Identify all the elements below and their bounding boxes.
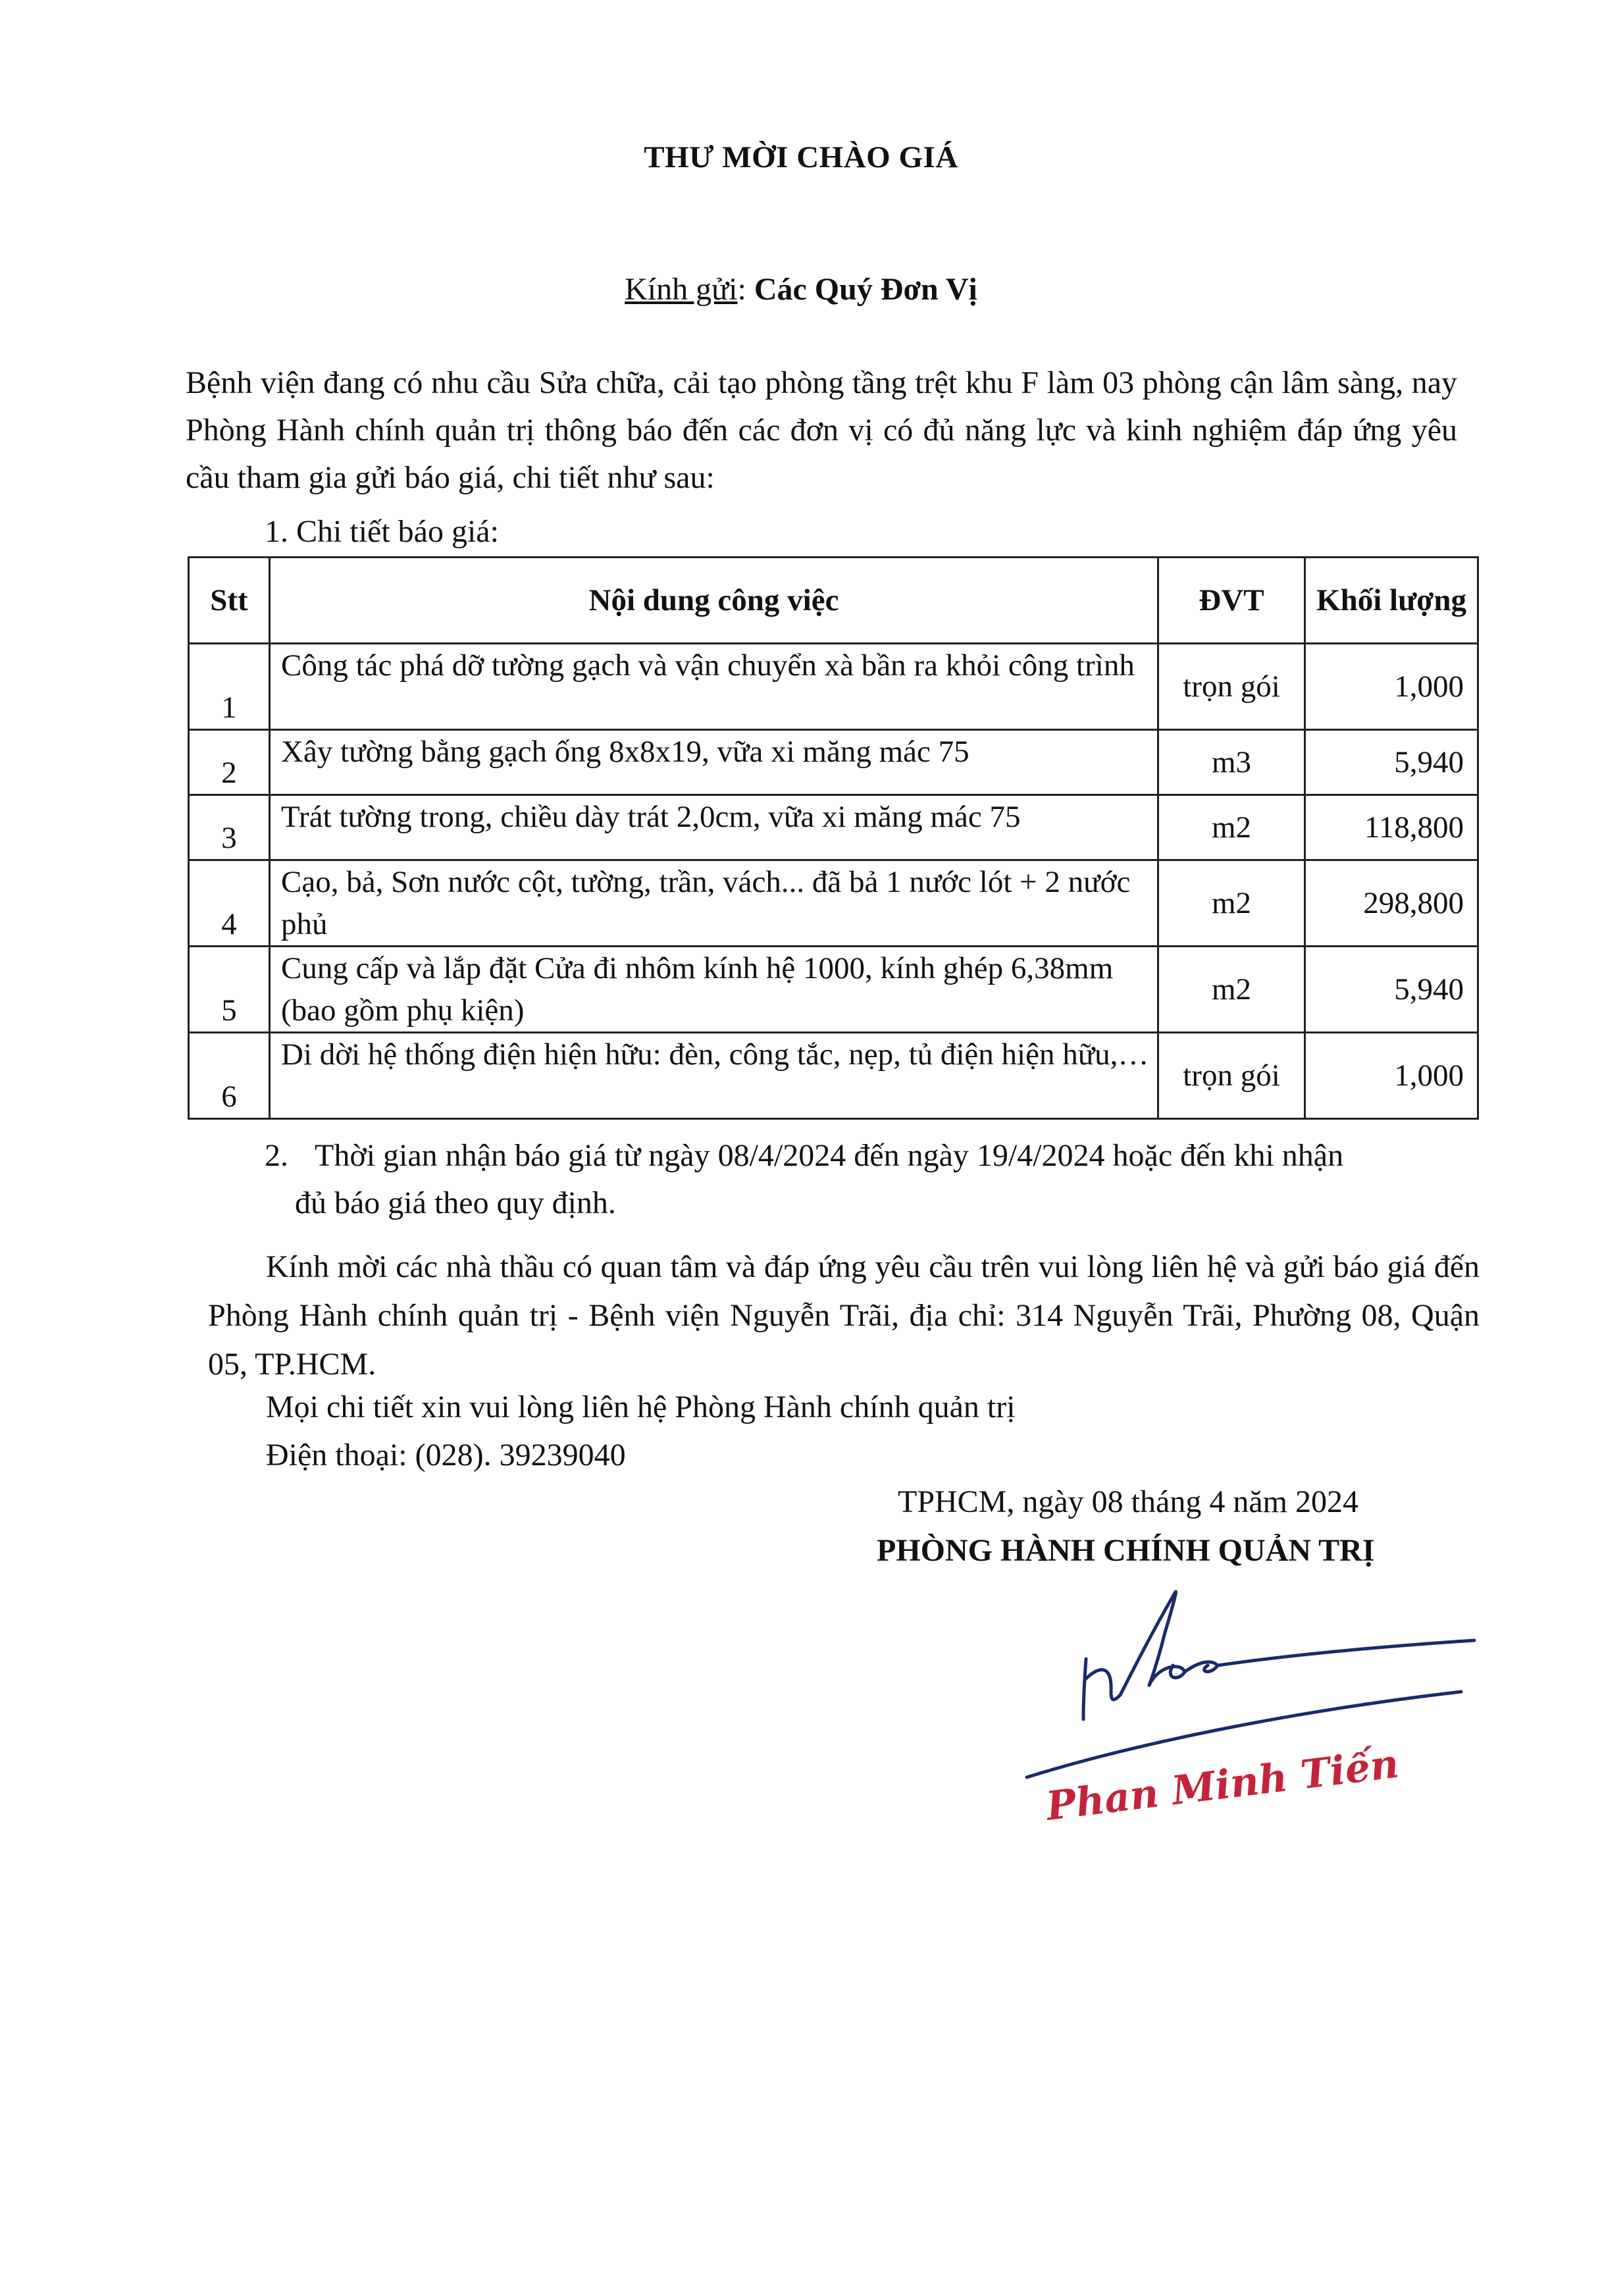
table-row [189,644,1478,730]
table-row [189,730,1478,795]
table-header-row [189,558,1478,644]
row-unit: trọn gói [1158,644,1305,730]
row-content: Di dời hệ thống điện hiện hữu: đèn, công tắc, nẹp, tủ điện hiện hữu,… [270,1033,1158,1119]
recipient-line [0,271,1602,307]
signer-name: Phan Minh Tiến [1043,1740,1401,1830]
date-line: TPHCM, ngày 08 tháng 4 năm 2024 [898,1484,1358,1519]
row-content: Trát tường trong, chiều dày trát 2,0cm, vữa xi măng mác 75 [270,795,1158,860]
row-qty: 1,000 [1305,1033,1478,1119]
header-content: Nội dung công việc [270,558,1158,644]
invitation-paragraph: Kính mời các nhà thầu có quan tâm và đáp ứng yêu cầu trên vui lòng liên hệ và gửi báo giá đến Phòng Hành chính quản trị - Bệnh viện Nguyễn Trãi, địa chỉ: 314 Nguyễn Trãi, Phường 08, Quận 05, TP.HCM. [208,1249,1480,1382]
section-2-number: 2. [265,1138,288,1173]
row-unit: m2 [1158,795,1305,860]
row-unit: m3 [1158,730,1305,795]
quote-table [188,556,1479,1120]
header-qty: Khối lượng [1305,558,1478,644]
row-qty: 5,940 [1305,730,1478,795]
section-2 [265,1132,1479,1227]
recipient-label: Kính gửi [625,272,738,307]
row-stt: 2 [189,730,270,795]
row-stt: 5 [189,947,270,1033]
table-row [189,860,1478,947]
row-content: Công tác phá dỡ tường gạch và vận chuyển xà bần ra khỏi công trình [270,644,1158,730]
phone-line: Điện thoại: (028). 39239040 [266,1438,626,1473]
table-row [189,795,1478,860]
header-unit: ĐVT [1158,558,1305,644]
section-2-text: Thời gian nhận báo giá từ ngày 08/4/2024 đến ngày 19/4/2024 hoặc đến khi nhận [315,1138,1344,1173]
row-qty: 298,800 [1305,860,1478,947]
table-row [189,1033,1478,1119]
row-stt: 4 [189,860,270,947]
row-content: Xây tường bằng gạch ống 8x8x19, vữa xi măng mác 75 [270,730,1158,795]
row-unit: m2 [1158,947,1305,1033]
table-row [189,947,1478,1033]
section-1-heading: 1. Chi tiết báo giá: [265,514,499,549]
row-qty: 5,940 [1305,947,1478,1033]
row-qty: 118,800 [1305,795,1478,860]
handwritten-signature [1000,1567,1487,1784]
section-2-line-1 [265,1132,1479,1180]
intro-paragraph: Bệnh viện đang có nhu cầu Sửa chữa, cải tạo phòng tầng trệt khu F làm 03 phòng cận lâm sàng, nay Phòng Hành chính quản trị thông báo đến các đơn vị có đủ năng lực và kinh nghiệm đáp ứng yêu cầu tham gia gửi báo giá, chi tiết như sau: [186,365,1457,495]
recipient-colon: : [737,272,754,307]
contact-note: Mọi chi tiết xin vui lòng liên hệ Phòng Hành chính quản trị [266,1390,1016,1424]
section-2-line-2: đủ báo giá theo quy định. [295,1186,616,1220]
row-qty: 1,000 [1305,644,1478,730]
department-name: PHÒNG HÀNH CHÍNH QUẢN TRỊ [877,1533,1375,1568]
recipient-value: Các Quý Đơn Vị [754,272,977,307]
row-stt: 1 [189,644,270,730]
row-stt: 3 [189,795,270,860]
row-unit: m2 [1158,860,1305,947]
row-unit: trọn gói [1158,1033,1305,1119]
row-content: Cạo, bả, Sơn nước cột, tường, trần, vách... đã bả 1 nước lót + 2 nước phủ [270,860,1158,947]
document-title: THƯ MỜI CHÀO GIÁ [644,140,958,174]
header-stt: Stt [189,558,270,644]
row-stt: 6 [189,1033,270,1119]
row-content: Cung cấp và lắp đặt Cửa đi nhôm kính hệ 1000, kính ghép 6,38mm (bao gồm phụ kiện) [270,947,1158,1033]
